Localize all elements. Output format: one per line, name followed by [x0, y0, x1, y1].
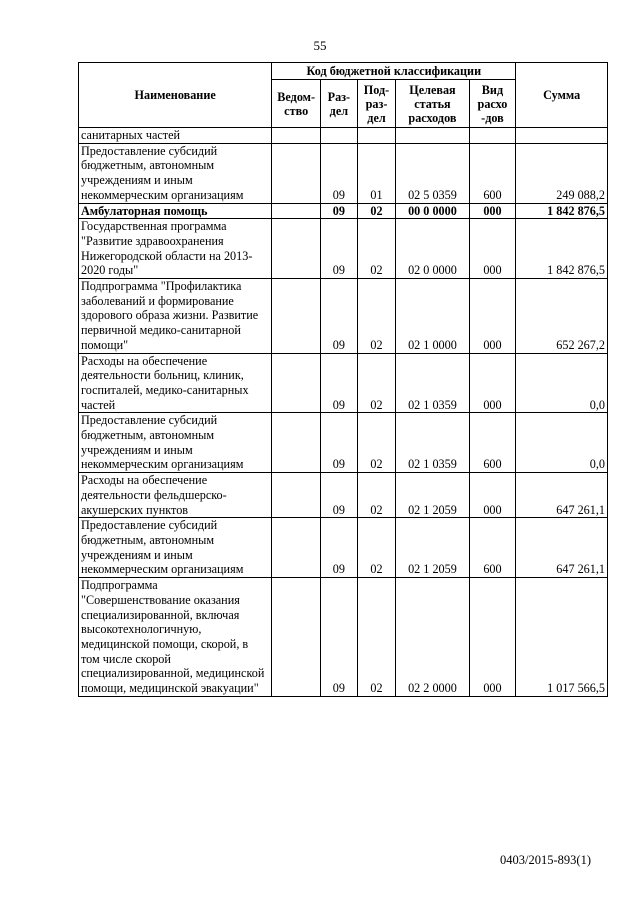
row-target-item: 02 0 0000	[396, 219, 469, 279]
row-name: Подпрограмма "Совершенствование оказания специализированной, включая высокотехнологичную, медицинской помощи, скорой, в том числе скорой специализированной, медицинской помощи, медицинской эвакуации"	[79, 578, 272, 697]
row-razdel: 09	[321, 518, 358, 578]
row-vedomstvo	[272, 203, 321, 219]
row-name: Государственная программа "Развитие здравоохранения Нижегородской области на 2013-2020 годы"	[79, 219, 272, 279]
row-target-item: 02 5 0359	[396, 143, 469, 203]
row-podrazdel: 02	[357, 219, 396, 279]
row-vedomstvo	[272, 219, 321, 279]
row-name: Подпрограмма "Профилактика заболеваний и формирование здорового образа жизни. Развитие первичной медико-санитарной помощи"	[79, 279, 272, 354]
row-expense-type: 600	[469, 518, 516, 578]
row-razdel: 09	[321, 203, 358, 219]
row-vedomstvo	[272, 143, 321, 203]
column-header-sum: Сумма	[516, 63, 608, 128]
row-vedomstvo	[272, 128, 321, 144]
table-row	[79, 518, 608, 578]
page-number: 55	[313, 38, 327, 53]
row-expense-type: 000	[469, 578, 516, 697]
row-sum	[516, 128, 608, 144]
row-target-item: 02 1 0359	[396, 413, 469, 473]
row-podrazdel: 02	[357, 578, 396, 697]
row-vedomstvo	[272, 279, 321, 354]
row-podrazdel: 02	[357, 279, 396, 354]
table-row	[79, 473, 608, 518]
row-podrazdel: 01	[357, 143, 396, 203]
row-razdel: 09	[321, 578, 358, 697]
row-name: Амбулаторная помощь	[79, 203, 272, 219]
row-expense-type	[469, 128, 516, 144]
row-target-item	[396, 128, 469, 144]
row-target-item: 02 1 2059	[396, 473, 469, 518]
table-row	[79, 353, 608, 413]
row-vedomstvo	[272, 413, 321, 473]
row-expense-type: 000	[469, 203, 516, 219]
table-row	[79, 203, 608, 219]
document-code: 0403/2015-893(1)	[500, 853, 591, 867]
row-vedomstvo	[272, 578, 321, 697]
column-header-target-item: Целевая статья расходов	[396, 80, 469, 128]
row-name: Предоставление субсидий бюджетным, автономным учреждениям и иным некоммерческим организациям	[79, 518, 272, 578]
row-podrazdel: 02	[357, 353, 396, 413]
row-razdel: 09	[321, 143, 358, 203]
row-name: Предоставление субсидий бюджетным, автономным учреждениям и иным некоммерческим организациям	[79, 143, 272, 203]
row-razdel	[321, 128, 358, 144]
row-name: санитарных частей	[79, 128, 272, 144]
row-vedomstvo	[272, 353, 321, 413]
column-header-razdel: Раз-дел	[321, 80, 358, 128]
column-header-expense-type: Вид расхо -дов	[469, 80, 516, 128]
row-target-item: 02 2 0000	[396, 578, 469, 697]
row-sum: 652 267,2	[516, 279, 608, 354]
row-vedomstvo	[272, 518, 321, 578]
row-podrazdel: 02	[357, 518, 396, 578]
column-header-vedomstvo: Ведом-ство	[272, 80, 321, 128]
column-header-podrazdel: Под-раз-дел	[357, 80, 396, 128]
row-podrazdel	[357, 128, 396, 144]
row-sum: 647 261,1	[516, 473, 608, 518]
table-row	[79, 578, 608, 697]
row-razdel: 09	[321, 413, 358, 473]
table-row	[79, 413, 608, 473]
row-sum: 0,0	[516, 353, 608, 413]
row-sum: 249 088,2	[516, 143, 608, 203]
column-group-header-budget-code: Код бюджетной классификации	[272, 63, 516, 80]
row-expense-type: 000	[469, 473, 516, 518]
row-sum: 1 842 876,5	[516, 203, 608, 219]
row-name: Расходы на обеспечение деятельности фельдшерско-акушерских пунктов	[79, 473, 272, 518]
row-razdel: 09	[321, 353, 358, 413]
row-razdel: 09	[321, 279, 358, 354]
table-row	[79, 143, 608, 203]
row-target-item: 02 1 0000	[396, 279, 469, 354]
row-sum: 1 842 876,5	[516, 219, 608, 279]
row-name: Расходы на обеспечение деятельности больниц, клиник, госпиталей, медико-санитарных частей	[79, 353, 272, 413]
budget-classification-table	[78, 62, 608, 697]
row-podrazdel: 02	[357, 203, 396, 219]
row-expense-type: 600	[469, 143, 516, 203]
row-target-item: 02 1 2059	[396, 518, 469, 578]
column-header-name: Наименование	[79, 63, 272, 128]
row-expense-type: 000	[469, 219, 516, 279]
row-razdel: 09	[321, 219, 358, 279]
row-expense-type: 000	[469, 279, 516, 354]
row-target-item: 02 1 0359	[396, 353, 469, 413]
row-sum: 0,0	[516, 413, 608, 473]
row-sum: 647 261,1	[516, 518, 608, 578]
table-row	[79, 219, 608, 279]
row-target-item: 00 0 0000	[396, 203, 469, 219]
row-vedomstvo	[272, 473, 321, 518]
table-row	[79, 279, 608, 354]
row-podrazdel: 02	[357, 413, 396, 473]
row-expense-type: 600	[469, 413, 516, 473]
table-row	[79, 128, 608, 144]
row-razdel: 09	[321, 473, 358, 518]
row-expense-type: 000	[469, 353, 516, 413]
row-name: Предоставление субсидий бюджетным, автономным учреждениям и иным некоммерческим организациям	[79, 413, 272, 473]
row-sum: 1 017 566,5	[516, 578, 608, 697]
row-podrazdel: 02	[357, 473, 396, 518]
